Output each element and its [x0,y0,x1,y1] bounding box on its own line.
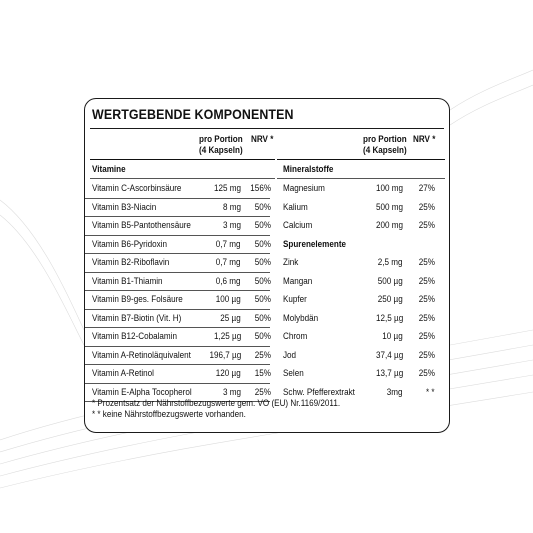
panel-title: WERTGEBENDE KOMPONENTEN [92,107,294,122]
left-header-rule [90,159,275,160]
mineral-nrv: 25% [418,312,435,323]
vitamin-name: Vitamin A-Retinoläquivalent [92,349,191,360]
mineral-nrv: 25% [418,331,435,341]
vitamin-amount: 3 mg [222,220,241,230]
vitamin-nrv: 50% [254,331,271,341]
vitamin-nrv: 25% [254,386,271,397]
vitamin-nrv: 15% [254,368,271,378]
vitamin-nrv: 50% [254,257,271,267]
mineral-nrv: 27% [418,183,435,193]
mineral-name: Kalium [283,201,308,212]
row-rule [85,383,253,384]
vitamin-name: Vitamin E-Alpha Tocopherol [92,386,192,397]
vitamin-nrv: 25% [254,349,271,360]
mineral-name: Magnesium [283,183,325,193]
vitamin-name: Vitamin C-Ascorbinsäure [92,183,182,193]
mineral-amount: 3mg [387,386,403,397]
mineral-amount: 37,4 µg [375,349,403,360]
mineral-nrv: 25% [418,201,435,212]
vitamin-nrv: 50% [254,238,271,249]
vitamin-amount: 0,7 mg [216,238,241,249]
row-rule [85,253,253,254]
mineral-nrv: 25% [418,368,435,378]
vitamin-amount: 25 µg [220,312,241,323]
vitamin-nrv: 50% [254,275,271,286]
vitamin-name: Vitamin B1-Thiamin [92,275,163,286]
mineral-nrv: 25% [418,349,435,360]
vitamin-name: Vitamin B9-ges. Folsäure [92,294,183,304]
vitamin-amount: 0,6 mg [216,275,241,286]
mineral-name: Chrom [283,331,308,341]
mineral-amount: 13,7 µg [375,368,403,378]
vitamin-nrv: 50% [254,294,271,304]
mineral-name: Schw. Pfefferextrakt [283,386,355,397]
vitamin-amount: 196,7 µg [209,349,241,360]
vitamin-name: Vitamin B12-Cobalamin [92,331,177,341]
mineral-amount: 500 mg [375,201,403,212]
mineral-name: Mangan [283,275,313,286]
section-mineralstoffe: Mineralstoffe [283,164,334,174]
footnote-1: * Prozentsatz der Nährstoffbezugswerte gem. VO (EU) Nr.1169/2011. [92,398,341,408]
vitamin-name: Vitamin B2-Riboflavin [92,257,170,267]
mineral-amount: 250 µg [378,294,403,304]
row-rule [85,272,253,273]
row-rule [85,198,253,199]
row-rule [85,327,253,328]
mineral-nrv: 25% [418,220,435,230]
mineral-amount: 200 mg [375,220,403,230]
mineral-nrv: 25% [418,275,435,286]
left-header-per-portion-sub: (4 Kapseln) [199,145,243,155]
vitamin-amount: 120 µg [216,368,241,378]
row-rule [85,364,253,365]
nutrition-panel [84,98,450,433]
mineral-nrv: 25% [418,257,435,267]
vitamin-name: Vitamin B7-Biotin (Vit. H) [92,312,182,323]
mineral-amount: 100 mg [375,183,403,193]
vitamin-name: Vitamin B3-Niacin [92,201,157,212]
mineral-name: Calcium [283,220,313,230]
section-spurenelemente: Spurenelemente [283,238,347,249]
row-rule [85,346,253,347]
vitamin-nrv: 156% [250,183,271,193]
right-header-rule [277,159,445,160]
mineral-nrv: * * [426,386,435,397]
mineral-amount: 2,5 mg [378,257,403,267]
mineral-amount: 500 µg [378,275,403,286]
left-header-nrv: NRV * [251,134,274,144]
vitamin-name: Vitamin B5-Pantothensäure [92,220,191,230]
vitamin-nrv: 50% [254,220,271,230]
right-header-nrv: NRV * [413,134,436,144]
vitamin-amount: 3 mg [222,386,241,397]
footnote-2: * * keine Nährstoffbezugswerte vorhanden. [92,409,246,419]
row-rule [90,178,275,179]
mineral-amount: 12,5 µg [375,312,403,323]
right-header-per-portion: pro Portion [363,134,407,144]
vitamin-nrv: 50% [254,312,271,323]
mineral-name: Selen [283,368,304,378]
vitamin-nrv: 50% [254,201,271,212]
right-header-per-portion-sub: (4 Kapseln) [363,145,407,155]
row-rule [277,178,445,179]
section-vitamine: Vitamine [92,164,126,174]
row-rule [85,216,253,217]
vitamin-amount: 1,25 µg [213,331,241,341]
mineral-name: Zink [283,257,299,267]
row-rule [85,290,253,291]
vitamin-amount: 125 mg [213,183,241,193]
mineral-name: Jod [283,349,297,360]
mineral-name: Kupfer [283,294,307,304]
vitamin-name: Vitamin A-Retinol [92,368,154,378]
row-rule [85,235,253,236]
title-divider [90,128,444,129]
vitamin-amount: 0,7 mg [216,257,241,267]
mineral-amount: 10 µg [382,331,403,341]
row-rule [85,309,253,310]
vitamin-amount: 100 µg [216,294,241,304]
vitamin-amount: 8 mg [222,201,241,212]
mineral-nrv: 25% [418,294,435,304]
left-header-per-portion: pro Portion [199,134,243,144]
vitamin-name: Vitamin B6-Pyridoxin [92,238,168,249]
mineral-name: Molybdän [283,312,319,323]
